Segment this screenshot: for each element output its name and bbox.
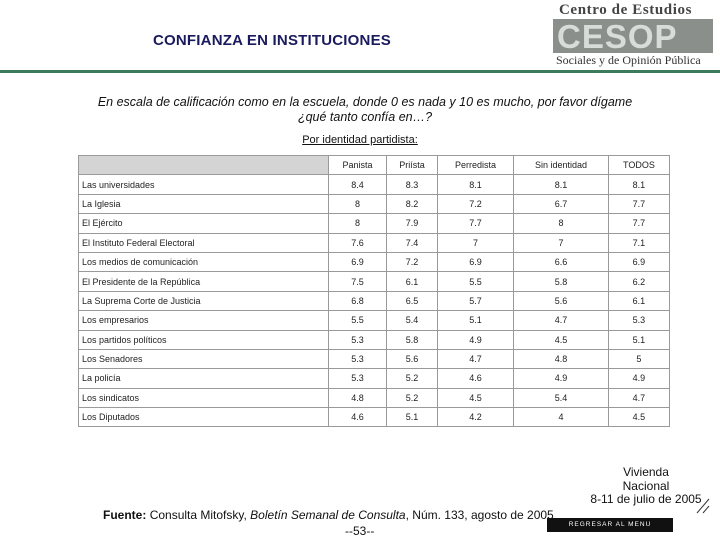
row-label: Los Diputados bbox=[79, 408, 329, 427]
row-label: El Instituto Federal Electoral bbox=[79, 233, 329, 252]
table-cell: 6.1 bbox=[608, 291, 669, 310]
table-cell: 5.3 bbox=[329, 369, 387, 388]
column-header: Perredista bbox=[437, 156, 513, 175]
note-line-1: Vivienda bbox=[623, 465, 669, 479]
source-label: Fuente: bbox=[103, 508, 147, 522]
row-label: Los sindicatos bbox=[79, 388, 329, 407]
table-cell: 5.3 bbox=[329, 330, 387, 349]
table-cell: 6.6 bbox=[514, 252, 609, 271]
table-corner-cell bbox=[79, 156, 329, 175]
table-cell: 5.4 bbox=[387, 311, 438, 330]
table-cell: 7.5 bbox=[329, 272, 387, 291]
table-cell: 6.9 bbox=[437, 252, 513, 271]
table-cell: 8 bbox=[329, 214, 387, 233]
column-header: Panista bbox=[329, 156, 387, 175]
table-cell: 8 bbox=[329, 194, 387, 213]
table-cell: 5.1 bbox=[608, 330, 669, 349]
cesop-logo bbox=[553, 2, 718, 68]
source-citation bbox=[103, 508, 554, 522]
survey-note bbox=[585, 466, 707, 514]
table-row bbox=[79, 349, 670, 368]
table-cell: 7.9 bbox=[387, 214, 438, 233]
table-cell: 7 bbox=[514, 233, 609, 252]
logo-top-text: Centro de Estudios bbox=[559, 2, 693, 18]
table-cell: 6.2 bbox=[608, 272, 669, 291]
table-cell: 7.7 bbox=[608, 214, 669, 233]
table-cell: 4.5 bbox=[437, 388, 513, 407]
note-line-2: Nacional bbox=[622, 478, 670, 493]
table-cell: 4.2 bbox=[437, 408, 513, 427]
table-row bbox=[79, 233, 670, 252]
table-cell: 5.5 bbox=[329, 311, 387, 330]
table-row bbox=[79, 408, 670, 427]
table-cell: 5.1 bbox=[437, 311, 513, 330]
table-row bbox=[79, 311, 670, 330]
table-cell: 5.5 bbox=[437, 272, 513, 291]
source-text-2: , Núm. 133, agosto de 2005 bbox=[405, 508, 554, 522]
row-label: Los empresarios bbox=[79, 311, 329, 330]
table-cell: 4.6 bbox=[437, 369, 513, 388]
survey-question bbox=[40, 95, 690, 125]
table-cell: 7.7 bbox=[608, 194, 669, 213]
table-cell: 7.2 bbox=[387, 252, 438, 271]
table-cell: 4.7 bbox=[437, 349, 513, 368]
table-cell: 5.3 bbox=[608, 311, 669, 330]
table-cell: 4.5 bbox=[514, 330, 609, 349]
row-label: Los Senadores bbox=[79, 349, 329, 368]
table-row bbox=[79, 214, 670, 233]
table-body bbox=[79, 175, 670, 427]
table-cell: 5.7 bbox=[437, 291, 513, 310]
row-label: La Suprema Corte de Justicia bbox=[79, 291, 329, 310]
table-row bbox=[79, 252, 670, 271]
note-line-3: 8-11 de julio de 2005 bbox=[590, 492, 702, 506]
table-cell: 4.8 bbox=[329, 388, 387, 407]
table-cell: 6.1 bbox=[387, 272, 438, 291]
table-cell: 4.9 bbox=[608, 369, 669, 388]
page-number: --53-- bbox=[345, 524, 375, 538]
source-publication: Boletín Semanal de Consulta bbox=[250, 508, 406, 522]
table-cell: 8.1 bbox=[608, 175, 669, 194]
table-cell: 8.3 bbox=[387, 175, 438, 194]
table-cell: 6.7 bbox=[514, 194, 609, 213]
question-line-1: En escala de calificación como en la escuela, donde 0 es nada y 10 es mucho, por favor dígame bbox=[97, 95, 633, 109]
page-title: CONFIANZA EN INSTITUCIONES bbox=[153, 32, 391, 49]
row-label: La policía bbox=[79, 369, 329, 388]
return-main-menu-button[interactable]: REGRESAR AL MENU PRINCIPAL bbox=[547, 518, 673, 532]
table-cell: 7.6 bbox=[329, 233, 387, 252]
table-cell: 6.8 bbox=[329, 291, 387, 310]
logo-bottom-text: Sociales y de Opinión Pública bbox=[556, 53, 701, 67]
table-cell: 5.2 bbox=[387, 369, 438, 388]
table-cell: 5 bbox=[608, 349, 669, 368]
column-header: Sin identidad bbox=[514, 156, 609, 175]
table-cell: 8 bbox=[514, 214, 609, 233]
table-header-row bbox=[79, 156, 670, 175]
table-subheading: Por identidad partidista: bbox=[302, 134, 418, 146]
table-cell: 6.9 bbox=[608, 252, 669, 271]
table-cell: 5.6 bbox=[387, 349, 438, 368]
logo-letters: CESOP bbox=[557, 18, 678, 55]
row-label: Las universidades bbox=[79, 175, 329, 194]
table-cell: 4 bbox=[514, 408, 609, 427]
page-curl-icon bbox=[696, 498, 710, 514]
table-cell: 4.5 bbox=[608, 408, 669, 427]
table-cell: 5.3 bbox=[329, 349, 387, 368]
table-cell: 5.2 bbox=[387, 388, 438, 407]
table-cell: 4.7 bbox=[514, 311, 609, 330]
table-cell: 8.1 bbox=[514, 175, 609, 194]
table-cell: 8.2 bbox=[387, 194, 438, 213]
title-divider bbox=[0, 70, 720, 73]
table-cell: 8.4 bbox=[329, 175, 387, 194]
table-cell: 4.9 bbox=[514, 369, 609, 388]
table-cell: 5.1 bbox=[387, 408, 438, 427]
table-cell: 5.8 bbox=[514, 272, 609, 291]
column-header: Priísta bbox=[387, 156, 438, 175]
table-row bbox=[79, 330, 670, 349]
confidence-table bbox=[78, 155, 670, 427]
table-row bbox=[79, 272, 670, 291]
table-row bbox=[79, 291, 670, 310]
row-label: La Iglesia bbox=[79, 194, 329, 213]
table-row bbox=[79, 388, 670, 407]
table-cell: 5.8 bbox=[387, 330, 438, 349]
table-cell: 4.6 bbox=[329, 408, 387, 427]
row-label: Los partidos políticos bbox=[79, 330, 329, 349]
table-row bbox=[79, 175, 670, 194]
table-row bbox=[79, 194, 670, 213]
row-label: El Presidente de la República bbox=[79, 272, 329, 291]
table-cell: 7.2 bbox=[437, 194, 513, 213]
table-cell: 7.7 bbox=[437, 214, 513, 233]
table-cell: 7.4 bbox=[387, 233, 438, 252]
source-text-1: Consulta Mitofsky, bbox=[149, 508, 251, 522]
table-cell: 7.1 bbox=[608, 233, 669, 252]
table-cell: 6.9 bbox=[329, 252, 387, 271]
table-cell: 4.7 bbox=[608, 388, 669, 407]
question-line-2: ¿qué tanto confía en…? bbox=[297, 110, 433, 124]
column-header: TODOS bbox=[608, 156, 669, 175]
table-cell: 5.6 bbox=[514, 291, 609, 310]
row-label: Los medios de comunicación bbox=[79, 252, 329, 271]
table-cell: 4.8 bbox=[514, 349, 609, 368]
table-cell: 6.5 bbox=[387, 291, 438, 310]
table-row bbox=[79, 369, 670, 388]
table-cell: 4.9 bbox=[437, 330, 513, 349]
row-label: El Ejército bbox=[79, 214, 329, 233]
table-cell: 5.4 bbox=[514, 388, 609, 407]
table-cell: 8.1 bbox=[437, 175, 513, 194]
table-cell: 7 bbox=[437, 233, 513, 252]
